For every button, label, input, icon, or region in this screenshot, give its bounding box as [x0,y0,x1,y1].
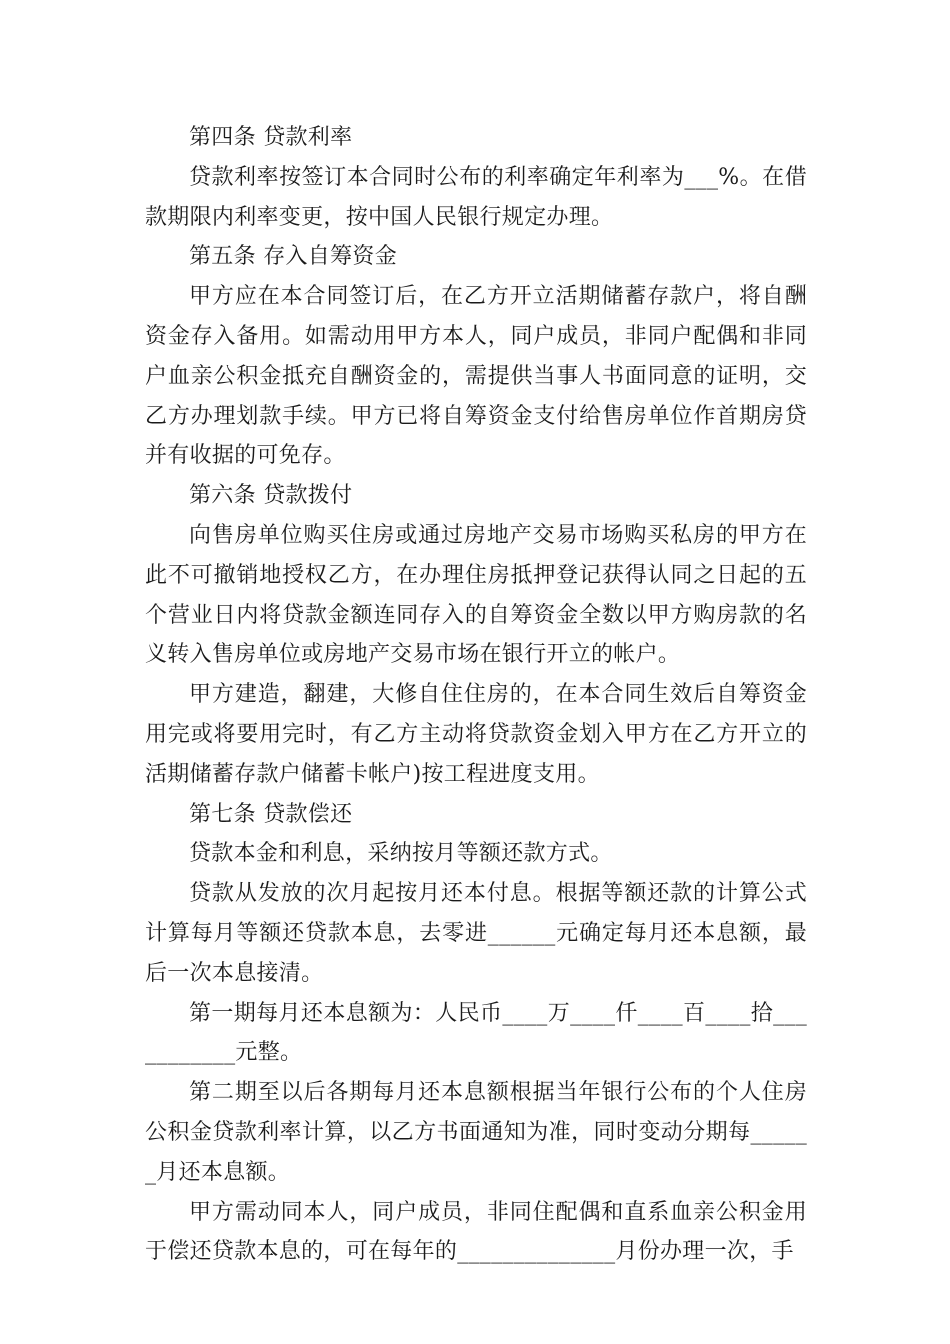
document-body [145,118,807,1272]
article-6-paragraph-1: 向售房单位购买住房或通过房地产交易市场购买私房的甲方在此不可撤销地授权乙方，在办理住房抵押登记获得认同之日起的五个营业日内将贷款金额连同存入的自筹资金全数以甲方购房款的名义转入售房单位或房地产交易市场在银行开立的帐户。 [145,522,807,668]
article-4-paragraph: 贷款利率按签订本合同时公布的利率确定年利率为___%。在借款期限内利率变更，按中国人民银行规定办理。 [145,164,807,230]
article-7-paragraph-1: 贷款本金和利息，采纳按月等额还款方式。 [189,841,613,867]
article-7-paragraph-4: 第二期至以后各期每月还本息额根据当年银行公布的个人住房公积金贷款利率计算，以乙方书面通知为准，同时变动分期每______月还本息额。 [145,1080,807,1185]
article-5-paragraph: 甲方应在本合同签订后，在乙方开立活期储蓄存款户，将自酬资金存入备用。如需动用甲方本人，同户成员，非同户配偶和非同户血亲公积金抵充自酬资金的，需提供当事人书面同意的证明，交乙方办理划款手续。甲方已将自筹资金支付给售房单位作首期房贷并有收据的可免存。 [145,284,807,469]
article-4-heading: 第四条 贷款利率 [189,125,353,150]
article-7-paragraph-2: 贷款从发放的次月起按月还本付息。根据等额还款的计算公式计算每月等额还贷款本息，去零进______元确定每月还本息额，最后一次本息接清。 [145,881,807,986]
article-7-heading: 第七条 贷款偿还 [189,801,353,827]
article-7-paragraph-5: 甲方需动同本人，同户成员，非同住配偶和直系血亲公积金用于偿还贷款本息的，可在每年的______________月份办理一次，手 [145,1199,807,1265]
article-6-paragraph-2: 甲方建造，翻建，大修自住住房的，在本合同生效后自筹资金用完或将要用完时，有乙方主动将贷款资金划入甲方在乙方开立的活期储蓄存款户储蓄卡帐户)按工程进度支用。 [145,682,807,787]
article-6-heading: 第六条 贷款拨付 [189,483,353,509]
article-5-heading: 第五条 存入自筹资金 [189,244,397,270]
article-7-paragraph-3: 第一期每月还本息额为：人民币____万____仟____百____拾___________元整。 [145,1000,807,1066]
